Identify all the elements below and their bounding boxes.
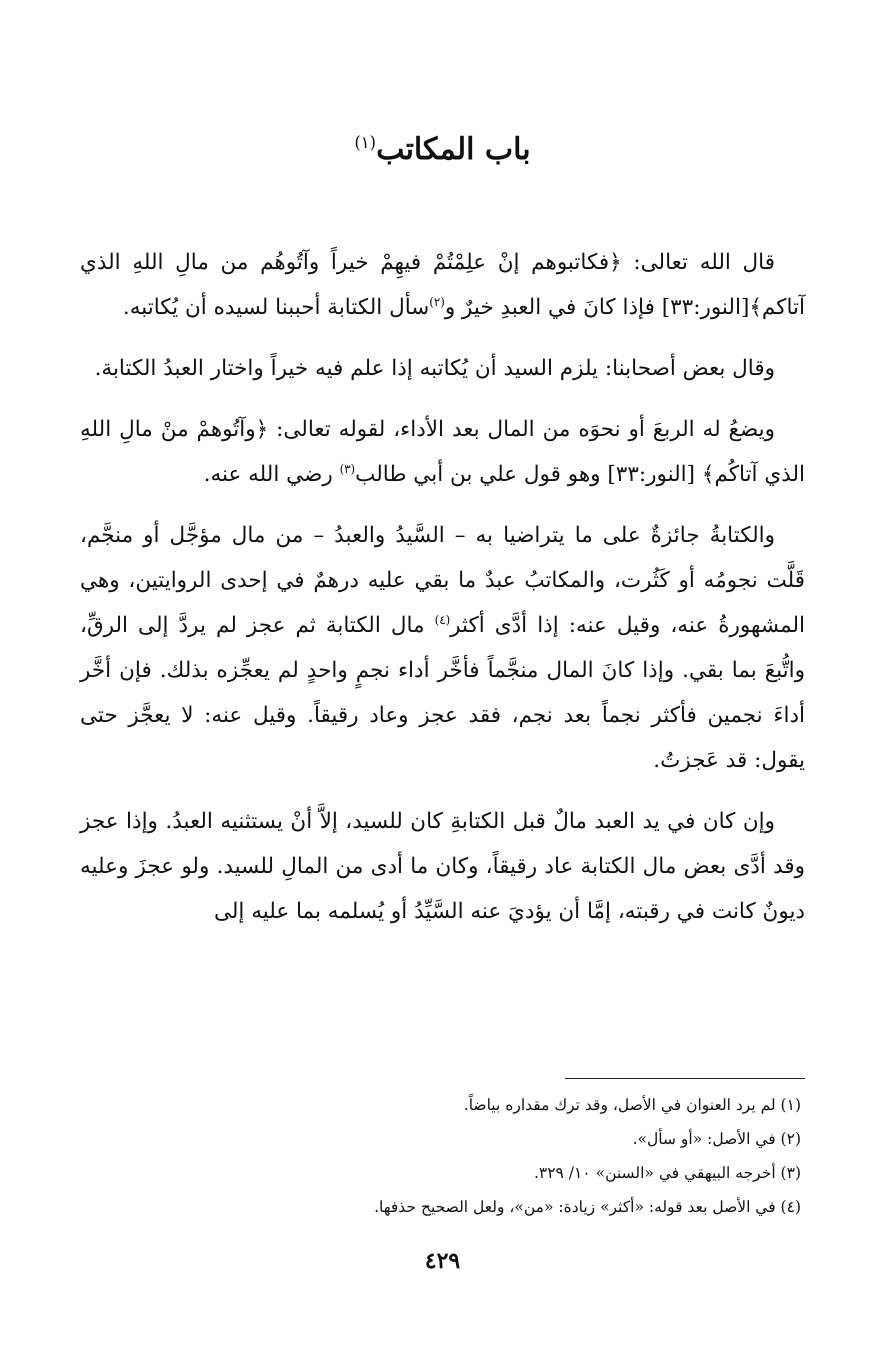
footnote: (٣) أخرجه البيهقي في «السنن» ١٠/ ٣٢٩. xyxy=(533,1164,801,1182)
paragraph xyxy=(80,407,805,497)
chapter-title xyxy=(0,128,885,172)
paragraph xyxy=(80,513,805,783)
chapter-title-text: باب المكاتب xyxy=(376,132,531,167)
footnote: (١) لم يرد العنوان في الأصل، وقد ترك مقداره بياضاً. xyxy=(463,1096,801,1114)
paragraph-text: مال الكتابة ثم عجز لم يردَّ إلى الرقِّ، واتُّبعَ بما بقي. وإذا كانَ المال منجَّماً فأخَّر أداء نجمٍ واحدٍ لم يعجِّزه بذلك. فإن أخَّر أداءَ نجمين فأكثر نجماً بعد نجم، فقد عجز وعاد رقيقاً. وقيل عنه: لا يعجَّز حتى يقول: قد عَجزتُ. xyxy=(80,613,805,773)
paragraph-text: قال الله تعالى: ﴿فكاتبوهم إنْ علِمْتُمْ فيهِمْ خيراً وآتُوهُم من مالِ اللهِ الذي آتاكم﴾[النور:٣٣] فإذا كانَ في العبدِ خيرٌ و xyxy=(80,250,805,320)
footnote: (٤) في الأصل بعد قوله: «أكثر» زيادة: «من»، ولعل الصحيح حذفها. xyxy=(374,1198,801,1216)
footnote-marker: (٤) xyxy=(434,612,451,627)
paragraph-text: وقال بعض أصحابنا: يلزم السيد أن يُكاتبه إذا علم فيه خيراً واختار العبدُ الكتابة. xyxy=(94,356,775,381)
paragraph xyxy=(80,799,805,934)
paragraph-text: سأل الكتابة أحببنا لسيده أن يُكاتبه. xyxy=(122,295,430,320)
footnote: (٢) في الأصل: «أو سأل». xyxy=(632,1130,801,1148)
footnote-marker: (٢) xyxy=(429,294,445,309)
body-text xyxy=(80,240,805,950)
paragraph-text: وإن كان في يد العبد مالٌ قبل الكتابةِ كان للسيد، إلاَّ أنْ يستثنيه العبدُ. وإذا عجز وقد أدَّى بعض مال الكتابة عاد رقيقاً، وكان ما أدى من المالِ للسيد. ولو عجزَ وعليه ديونٌ كانت في رقبته، إمَّا أن يؤديَ عنه السَّيِّدُ أو يُسلمه بما عليه إلى xyxy=(80,809,805,924)
footnote-divider xyxy=(565,1078,805,1079)
paragraph-text: ويضعُ له الربعَ أو نحوَه من المال بعد الأداء، لقوله تعالى: ﴿وآتُوهمْ منْ مالِ اللهِ الذي آتاكُم﴾ [النور:٣٣] وهو قول علي بن أبي طالب xyxy=(80,417,805,487)
paragraph-text: رضي الله عنه. xyxy=(203,462,340,487)
paragraph-text: والكتابةُ جائزةٌ على ما يتراضيا به – السَّيدُ والعبدُ – من مال مؤجَّل أو منجَّم، قَلَّت نجومُه أو كَثُرت، والمكاتبُ عبدٌ ما بقي عليه درهمٌ في إحدى الروايتين، وهي المشهورةُ عنه، وقيل عنه: إذا أدَّى أكثر xyxy=(80,523,805,638)
page-number: ٤٢٩ xyxy=(424,1248,461,1274)
paragraph xyxy=(80,240,805,330)
paragraph xyxy=(80,346,805,391)
footnotes xyxy=(80,1088,805,1224)
footnote-marker: (٣) xyxy=(339,461,356,476)
footnote-marker: (١) xyxy=(354,133,377,152)
